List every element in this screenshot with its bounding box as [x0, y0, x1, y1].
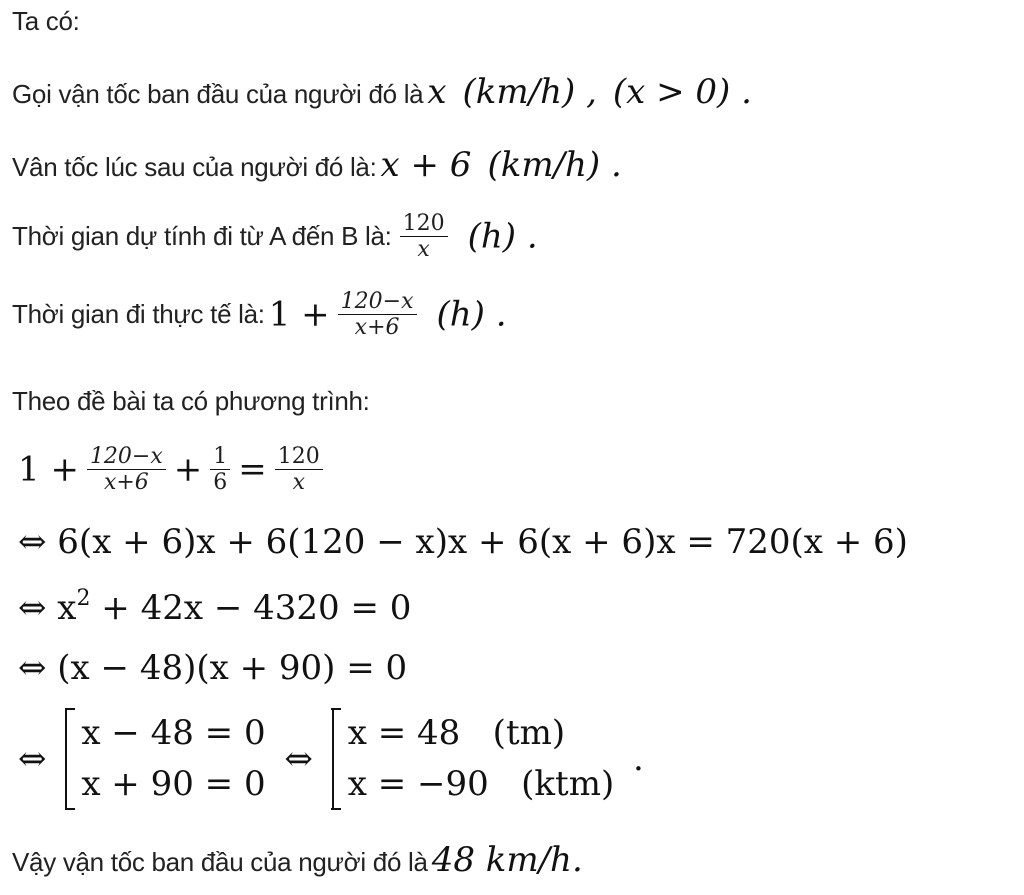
line3-text: Thời gian dự tính đi từ A đến B là:	[12, 221, 392, 252]
conclusion	[12, 840, 583, 880]
line4-text: Thời gian đi thực tế là:	[12, 299, 265, 330]
line4-unit: (h) .	[436, 294, 507, 335]
equation-intro: Theo đề bài ta có phương trình:	[12, 386, 370, 416]
line-initial-speed	[12, 72, 752, 112]
fraction-planned-time: $\frac{120}{x}$	[400, 212, 448, 261]
equation-4: ⇔ (x − 48)(x + 90) = 0	[18, 648, 408, 688]
equation-2: ⇔ 6(x + 6)x + 6(120 − x)x + 6(x + 6)x = 720(x + 6)	[18, 522, 908, 562]
system-bracket-2: x = 48 (tm) x = −90 (ktm)	[332, 708, 615, 810]
line-planned-time	[12, 212, 538, 261]
line1-unit: (km/h) ,	[462, 72, 597, 112]
line-actual-time	[12, 290, 507, 339]
eq1-fraction-1: $\frac{120-x}{x+6}$	[87, 445, 166, 494]
line1-condition: (x > 0) .	[612, 72, 752, 112]
system-bracket-1: x − 48 = 0 x + 90 = 0	[65, 708, 265, 810]
equation-5: ⇔ x − 48 = 0 x + 90 = 0 ⇔ x = 48 (tm) x = −90 (ktm) .	[18, 708, 644, 810]
line1-text: Gọi vận tốc ban đầu của người đó là	[12, 79, 424, 109]
line1-var: x	[427, 72, 447, 112]
fraction-actual-time: $\frac{120-x}{x+6}$	[338, 290, 417, 339]
line2-unit: (km/h) .	[487, 145, 622, 185]
conclusion-text: Vậy vận tốc ban đầu của người đó là	[12, 847, 428, 877]
intro-text: Ta có:	[12, 6, 80, 36]
conclusion-value: 48 km/h.	[431, 840, 583, 880]
line2-text: Vân tốc lúc sau của người đó là:	[12, 152, 377, 182]
equation-3: ⇔ $x^2 + 42x - 4320 = 0$	[18, 586, 412, 628]
equation-1: 1 + $\frac{120-x}{x+6}$ + $\frac{1}{6}$ = $\frac{120}{x}$	[18, 445, 327, 494]
line3-unit: (h) .	[467, 216, 538, 257]
line-later-speed	[12, 145, 622, 185]
line4-lead: 1 +	[268, 294, 330, 335]
eq1-fraction-2: $\frac{1}{6}$	[210, 445, 230, 494]
eq1-fraction-3: $\frac{120}{x}$	[275, 445, 323, 494]
line2-expr: x + 6	[380, 145, 472, 185]
